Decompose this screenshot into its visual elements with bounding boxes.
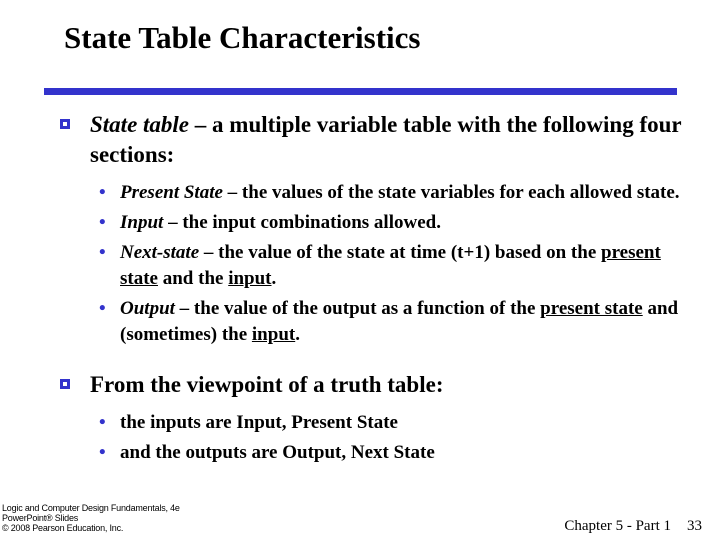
slide-content	[58, 110, 698, 470]
item-text: – the value of the output as a function of the	[174, 298, 541, 319]
slide-title: State Table Characteristics	[64, 20, 421, 55]
underlined-input: input	[251, 324, 296, 345]
item-text: .	[295, 324, 300, 345]
book-credit	[2, 503, 180, 533]
list-item-input	[58, 210, 698, 236]
item-text: .	[271, 268, 277, 289]
spacer	[58, 352, 698, 370]
book-copyright-line: © 2008 Pearson Education, Inc.	[2, 523, 124, 533]
item-text: the inputs are Input, Present State	[120, 412, 398, 433]
term-next-state: Next-state	[120, 242, 200, 263]
item-text: – the values of the state variables for each allowed state.	[222, 182, 680, 203]
page-number: 33	[687, 518, 702, 534]
truth-table-items	[58, 410, 698, 466]
item-text: and the outputs are Output, Next State	[120, 442, 435, 463]
list-item-inputs	[58, 410, 698, 436]
book-title-line: Logic and Computer Design Fundamentals, 4e	[2, 503, 180, 513]
dot-bullet-icon: •	[99, 298, 106, 319]
item-text: and (sometimes) the	[120, 298, 679, 345]
list-item-next-state	[58, 240, 698, 292]
term-output: Output	[120, 298, 175, 319]
square-bullet-icon	[60, 119, 70, 129]
list-item-outputs	[58, 440, 698, 466]
term-present-state: Present State	[120, 182, 223, 203]
term-input: Input	[120, 212, 164, 233]
dot-bullet-icon: •	[99, 442, 106, 463]
bullet-state-table	[58, 110, 698, 170]
underlined-present-state: present state	[120, 242, 661, 289]
dot-bullet-icon: •	[99, 242, 106, 263]
bullet-truth-table-viewpoint	[58, 370, 698, 400]
item-text: – the value of the state at time (t+1) based on the	[199, 242, 602, 263]
dot-bullet-icon: •	[99, 412, 106, 433]
bullet-text: From the viewpoint of a truth table:	[90, 372, 444, 397]
item-text: and the	[157, 268, 229, 289]
title-underline-rule	[44, 88, 677, 95]
list-item-present-state	[58, 180, 698, 206]
bullet-text: – a multiple variable table with the following four sections:	[90, 112, 682, 167]
underlined-present-state: present state	[540, 298, 643, 319]
chapter-label: Chapter 5 - Part 1	[564, 518, 671, 534]
dot-bullet-icon: •	[99, 212, 106, 233]
term-state-table: State table	[90, 112, 190, 137]
square-bullet-icon	[60, 379, 70, 389]
book-slides-line: PowerPoint® Slides	[2, 513, 79, 523]
item-text: – the input combinations allowed.	[163, 212, 441, 233]
underlined-input: input	[228, 268, 272, 289]
state-table-sections	[58, 180, 698, 348]
list-item-output	[58, 296, 698, 348]
slide-footer	[564, 518, 702, 535]
dot-bullet-icon: •	[99, 182, 106, 203]
